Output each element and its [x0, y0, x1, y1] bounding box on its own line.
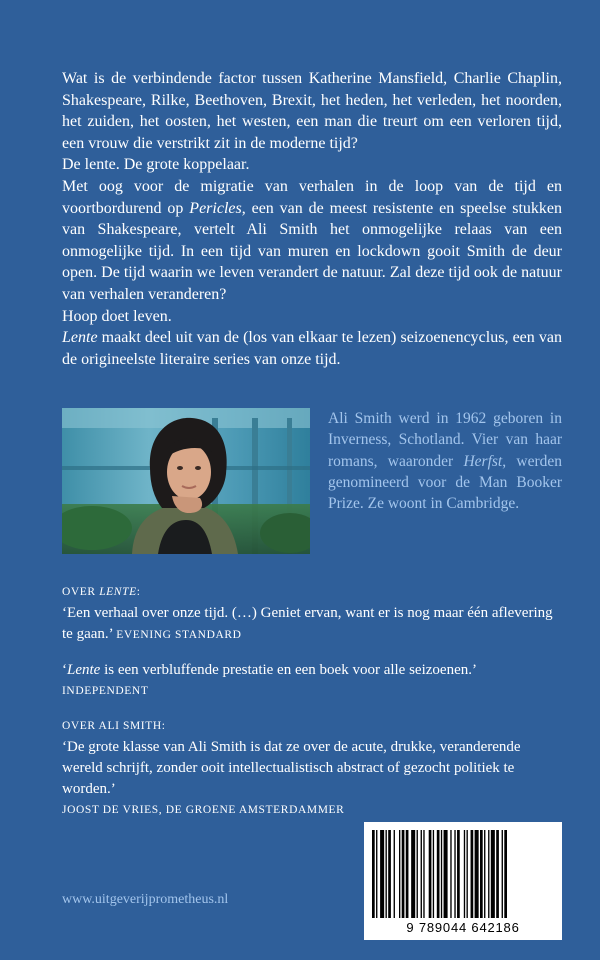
- barcode-bar: [480, 830, 483, 918]
- publisher-url[interactable]: www.uitgeverijprometheus.nl: [62, 892, 229, 907]
- barcode-bar: [441, 830, 442, 918]
- barcode-bar: [386, 830, 387, 918]
- quote-source: INDEPENDENT: [62, 685, 149, 697]
- book-title-lente: Lente: [62, 329, 98, 347]
- barcode-bar: [450, 830, 451, 918]
- blurb-text-span: Met oog voor de migratie van verhalen in de loop van de tijd en voortbordurend op: [62, 177, 562, 217]
- quote-text: is een verbluffende prestatie en een boek voor alle seizoenen.’: [100, 662, 477, 678]
- barcode-bar: [380, 830, 384, 918]
- quote-text: ‘: [62, 662, 67, 678]
- review-quote: ‘De grote klasse van Ali Smith is dat ze over de acute, drukke, veranderende wereld schrijft, zonder ooit intellectualistisch abstract of gezocht politiek te worden.’: [62, 739, 521, 797]
- barcode-bar: [467, 830, 468, 918]
- barcode-bar: [475, 830, 479, 918]
- bio-text-span: , werden genomineerd voor de Man Booker Prize. Ze woont in Cambridge.: [328, 452, 562, 513]
- barcode-bar: [444, 830, 448, 918]
- blurb-text-span: , een van de meest resistente en speelse stukken van Shakespeare, vertelt Ali Smith het onmogelijke relaas van een onmogelijke tijd. In een tijd van muren en lockdown gooit Smith de deur open. De tijd waarin we leven verandert de natuur. Zal deze tijd ook de natuur van verhalen veranderen?: [62, 199, 562, 303]
- review-quotes: [62, 582, 562, 821]
- isbn-number: 9 789044 642186: [406, 920, 520, 935]
- author-photo: [62, 408, 310, 554]
- barcode-bar: [372, 830, 375, 918]
- barcode-bar: [488, 830, 489, 918]
- barcode-bar: [406, 830, 409, 918]
- review-quote: [62, 660, 562, 681]
- barcode-bar: [502, 830, 503, 918]
- barcode-bar: [471, 830, 474, 918]
- barcode-bar: [376, 830, 377, 918]
- blurb-paragraph: Hoop doet leven.: [62, 307, 172, 325]
- barcode-bar: [399, 830, 400, 918]
- author-bio: [328, 408, 562, 514]
- label-title: LENTE: [99, 586, 137, 598]
- barcode-bar: [484, 830, 485, 918]
- barcode-bar: [394, 830, 395, 918]
- barcode-bar: [457, 830, 460, 918]
- barcode-bar: [388, 830, 391, 918]
- bio-text-span: Ali Smith werd in 1962 geboren in Inverness, Schotland. Vier van haar romans, waaronder: [328, 410, 562, 470]
- review-quote: [62, 603, 562, 646]
- barcode-bar: [433, 830, 434, 918]
- barcode-bar: [402, 830, 405, 918]
- isbn-barcode: [364, 822, 562, 940]
- barcode-bar: [411, 830, 415, 918]
- barcode-bar: [417, 830, 418, 918]
- barcode-bar: [437, 830, 440, 918]
- quote-label-ali-smith: OVER ALI SMITH:: [62, 720, 166, 732]
- quote-source: JOOST DE VRIES, DE GROENE AMSTERDAMMER: [62, 804, 345, 816]
- quote-text: ‘Een verhaal over onze tijd. (…) Geniet ervan, want er is nog maar één aflevering te gaan.’: [62, 605, 553, 642]
- blurb-paragraph: [62, 327, 562, 370]
- barcode-bar: [504, 830, 507, 918]
- barcode-bar: [423, 830, 424, 918]
- author-section: [62, 408, 562, 556]
- quote-source: EVENING STANDARD: [116, 629, 242, 641]
- blurb-paragraph: De lente. De grote koppelaar.: [62, 156, 250, 174]
- book-title-pericles: Pericles: [189, 199, 242, 217]
- quote-title: Lente: [67, 662, 101, 678]
- label-text: :: [136, 586, 141, 598]
- barcode-bar: [491, 830, 495, 918]
- blurb-paragraph: Wat is de verbindende factor tussen Katherine Mansfield, Charlie Chaplin, Shakespeare, Rilke, Beethoven, Brexit, het heden, het verleden, het noorden, het zuiden, het oosten, het westen, een man die treurt om een verloren tijd, een vrouw die verstrikt zit in de moderne tijd?: [62, 70, 562, 152]
- label-text: OVER: [62, 586, 100, 598]
- barcode-bar: [454, 830, 455, 918]
- barcode-bar: [429, 830, 432, 918]
- barcode-bar: [496, 830, 499, 918]
- author-photo-image: [62, 408, 310, 554]
- barcode-bar: [464, 830, 465, 918]
- blurb-text-span: maakt deel uit van de (los van elkaar te lezen) seizoenencyclus, een van de origineelste literaire series van onze tijd.: [62, 329, 562, 368]
- blurb-paragraph: [62, 176, 562, 306]
- book-title-herfst: Herfst: [463, 452, 503, 470]
- quote-label-lente: [62, 582, 562, 603]
- barcode-bar: [421, 830, 422, 918]
- blurb-text: [62, 68, 562, 370]
